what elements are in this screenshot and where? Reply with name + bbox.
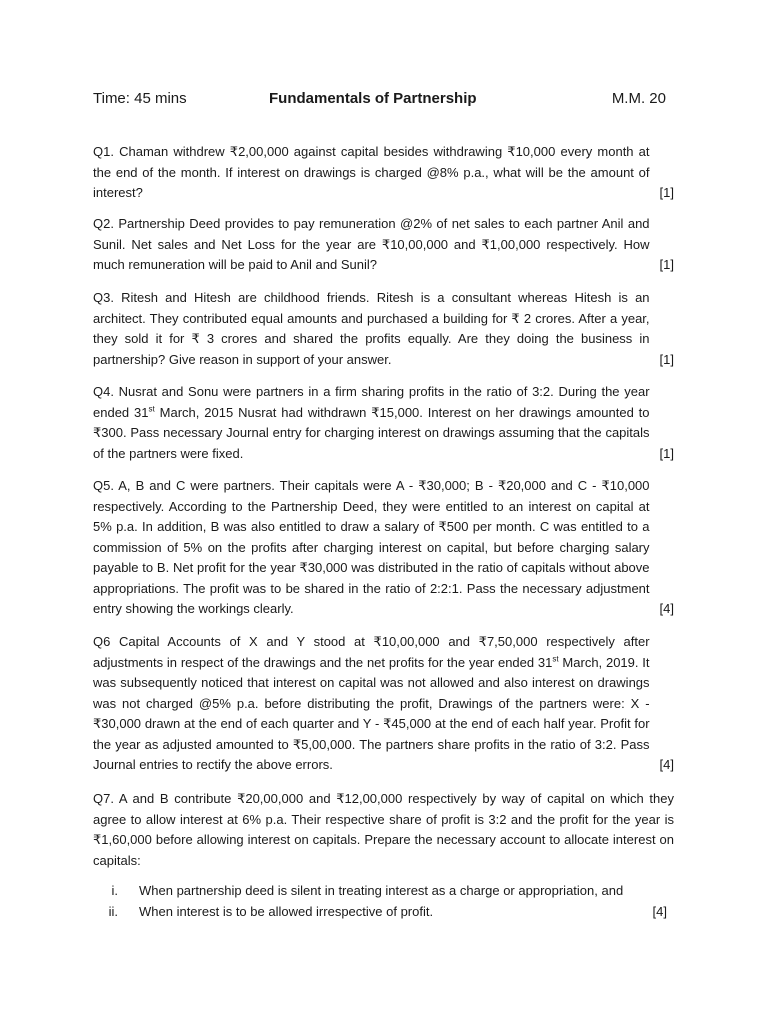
question-6-text-before: Q6 Capital Accounts of X and Y stood at ₹10,00,000 and ₹7,50,000 respectively after adjustments in respect of the drawings and the net profits for the year ended 31 <box>93 634 650 670</box>
question-7-marks: [4] <box>652 904 667 919</box>
question-5-text: Q5. A, B and C were partners. Their capitals were A - ₹30,000; B - ₹20,000 and C - ₹10,000 respectively. According to the Partnership Deed, they were entitled to an interest on capital at 5% p.a. In addition, B was also entitled to draw a salary of ₹500 per month. C was entitled to a commission of 5% on the profits after charging interest on capital, but before charging salary payable to B. Net profit for the year ₹30,000 was distributed in the ratio of capitals without above appropriations. The profit was to be shared in the ratio of 2:2:1. Pass the necessary adjustment entry showing the workings clearly. <box>93 478 650 616</box>
question-1 <box>93 142 674 204</box>
sub-item-number: ii. <box>108 904 118 919</box>
question-6-marks: [4] <box>659 757 674 772</box>
question-3-marks: [1] <box>659 352 674 367</box>
paper-header <box>93 90 673 110</box>
question-3 <box>93 288 674 371</box>
question-7 <box>93 789 674 871</box>
sub-item-text: When partnership deed is silent in treating interest as a charge or appropriation, and <box>139 883 624 898</box>
sub-item-text: When interest is to be allowed irrespective of profit. <box>139 904 434 919</box>
question-2 <box>93 214 674 276</box>
ordinal-suffix: st <box>148 404 155 414</box>
question-7-text: Q7. A and B contribute ₹20,00,000 and ₹12,00,000 respectively by way of capital on which they agree to allow interest at 6% p.a. Their respective share of profit is 3:2 and the profit for the year is ₹1,60,000 before allowing interest on capitals. Prepare the necessary account to allocate interest on capitals: <box>93 791 674 868</box>
question-4-text-after: March, 2015 Nusrat had withdrawn ₹15,000. Interest on her drawings amounted to ₹300. Pass necessary Journal entry for charging interest on drawings assuming that the capitals of the partners were fixed. <box>93 404 650 461</box>
question-5 <box>93 476 674 620</box>
ordinal-suffix: st <box>552 654 559 664</box>
question-3-text: Q3. Ritesh and Hitesh are childhood friends. Ritesh is a consultant whereas Hitesh is an architect. They contributed equal amounts and purchased a building for ₹ 2 crores. After a year, they sold it for ₹ 3 crores and shared the profits equally. Are they doing the business in partnership? Give reason in support of your answer. <box>93 290 650 367</box>
question-6 <box>93 632 674 776</box>
sub-item-number: i. <box>111 883 118 898</box>
question-2-text: Q2. Partnership Deed provides to pay remuneration @2% of net sales to each partner Anil and Sunil. Net sales and Net Loss for the year are ₹10,00,000 and ₹1,00,000 respectively. How much remuneration will be paid to Anil and Sunil? <box>93 216 650 272</box>
time-label: Time: 45 mins <box>93 90 187 107</box>
question-1-text: Q1. Chaman withdrew ₹2,00,000 against capital besides withdrawing ₹10,000 every month at the end of the month. If interest on drawings is charged @8% p.a., what will be the amount of interest? <box>93 144 650 200</box>
question-2-marks: [1] <box>659 257 674 272</box>
question-4 <box>93 382 674 465</box>
question-4-marks: [1] <box>659 446 674 461</box>
question-4-text-before: Q4. Nusrat and Sonu were partners in a firm sharing profits in the ratio of 3:2. During the year ended 31 <box>93 384 650 420</box>
paper-title: Fundamentals of Partnership <box>269 90 477 107</box>
max-marks-label: M.M. 20 <box>611 90 666 107</box>
question-1-marks: [1] <box>659 185 674 200</box>
question-5-marks: [4] <box>659 601 674 616</box>
question-6-text-after: March, 2019. It was subsequently noticed that interest on capital was not allowed and also interest on drawings was not charged @5% p.a. before distributing the profit, Drawings of the partners were: X - ₹30,000 drawn at the end of each quarter and Y - ₹45,000 at the end of each half year. Profit for the year as adjusted amounted to ₹5,00,000. The partners share profits in the ratio of 3:2. Pass Journal entries to rectify the above errors. <box>93 654 650 772</box>
